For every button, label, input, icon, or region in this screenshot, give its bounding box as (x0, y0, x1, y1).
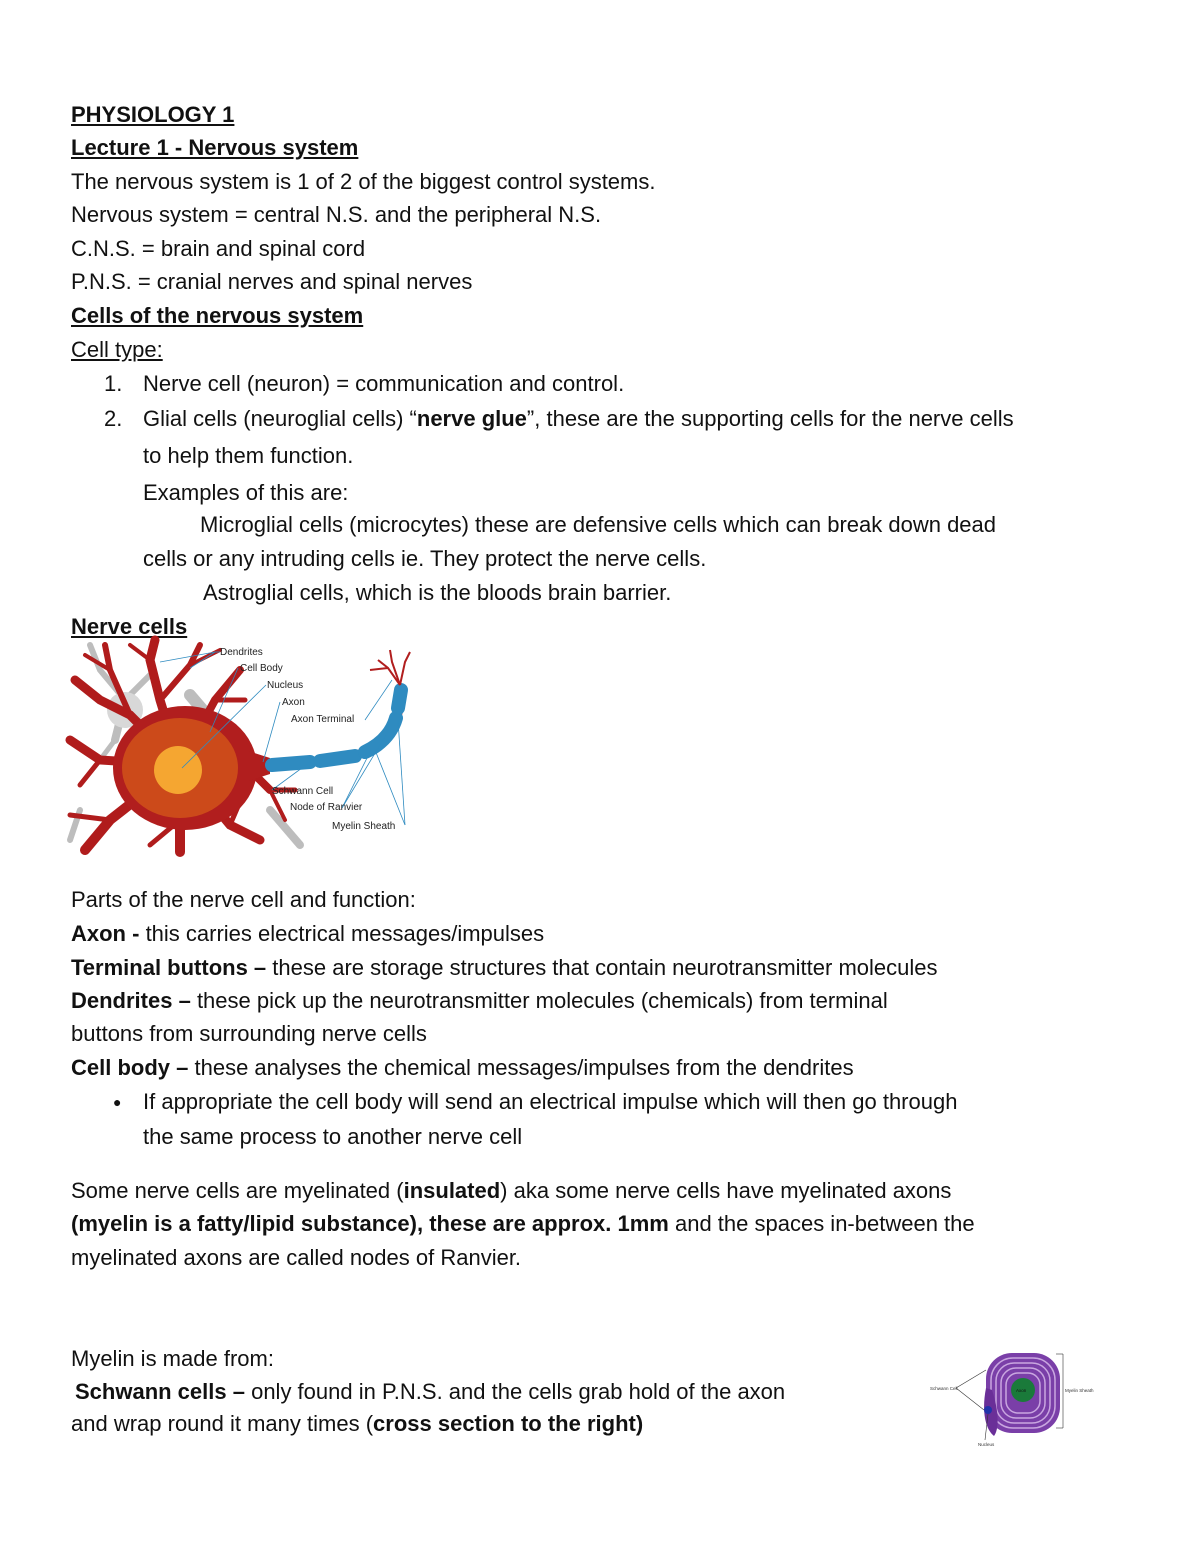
intro-line: C.N.S. = brain and spinal cord (71, 236, 366, 261)
microglial-line: cells or any intruding cells ie. They protect the nerve cells. (143, 546, 707, 571)
cells-heading: Cells of the nervous system (71, 303, 364, 328)
axon-terminal (370, 650, 410, 685)
intro-line: The nervous system is 1 of 2 of the biggest control systems. (71, 169, 656, 194)
nerve-cells-heading: Nerve cells (71, 614, 188, 639)
bullet-icon: ● (113, 1094, 122, 1110)
schwann-line-cont: and wrap round it many times (cross section to the right) (71, 1411, 644, 1436)
bullet-text-cont: the same process to another nerve cell (143, 1124, 523, 1149)
part-axon: Axon - this carries electrical messages/impulses (71, 921, 545, 946)
part-dendrites-cont: buttons from surrounding nerve cells (71, 1021, 427, 1046)
label-cell-body: Cell Body (240, 663, 283, 674)
label-nucleus: Nucleus (978, 1442, 995, 1447)
list-item: Nerve cell (neuron) = communication and control. (143, 371, 625, 396)
bullet-text: If appropriate the cell body will send an electrical impulse which will then go through (143, 1089, 958, 1114)
label-myelin-sheath: Myelin Sheath (332, 821, 396, 832)
myelin-made-from: Myelin is made from: (71, 1346, 274, 1371)
label-axon: Axon (282, 697, 305, 708)
label-axon: Axon (1016, 1388, 1027, 1393)
part-cell-body: Cell body – these analyses the chemical messages/impulses from the dendrites (71, 1055, 854, 1080)
intro-line: Nervous system = central N.S. and the peripheral N.S. (71, 202, 602, 227)
myelin-paragraph-line: myelinated axons are called nodes of Ranvier. (71, 1245, 522, 1270)
list-item: Glial cells (neuroglial cells) “nerve glue”, these are the supporting cells for the nerve cells (143, 406, 1014, 431)
myelin-paragraph-line: (myelin is a fatty/lipid substance), these are approx. 1mm and the spaces in-between the (71, 1211, 975, 1236)
label-myelin-sheath: Myelin Sheath (1065, 1388, 1094, 1393)
cell-type-label: Cell type: (71, 337, 163, 362)
schwann-nucleus (984, 1406, 992, 1414)
part-dendrites: Dendrites – these pick up the neurotransmitter molecules (chemicals) from terminal (71, 988, 888, 1013)
neuron-diagram (70, 640, 415, 852)
label-axon-terminal: Axon Terminal (291, 714, 355, 725)
nucleus (154, 746, 202, 794)
astroglial-line: Astroglial cells, which is the bloods brain barrier. (203, 580, 672, 605)
lecture-heading: Lecture 1 - Nervous system (71, 135, 359, 160)
list-item-cont: to help them function. (143, 443, 354, 468)
list-number: 1. (104, 371, 123, 396)
examples-label: Examples of this are: (143, 480, 349, 505)
microglial-line: Microglial cells (microcytes) these are defensive cells which can break down dead (200, 512, 997, 537)
label-schwann-cell: Schwann Cell (272, 786, 334, 797)
label-nucleus: Nucleus (267, 680, 304, 691)
schwann-line: Schwann cells – only found in P.N.S. and the cells grab hold of the axon (75, 1379, 786, 1404)
myelin-paragraph-line: Some nerve cells are myelinated (insulated) aka some nerve cells have myelinated axons (71, 1178, 952, 1203)
parts-heading: Parts of the nerve cell and function: (71, 887, 416, 912)
label-schwann-cell: Schwann Cell (930, 1386, 958, 1391)
label-dendrites: Dendrites (220, 647, 263, 658)
myelin-cross-section-diagram (928, 1348, 1094, 1448)
list-number: 2. (104, 406, 123, 431)
label-node-of-ranvier: Node of Ranvier (290, 802, 363, 813)
part-terminal-buttons: Terminal buttons – these are storage structures that contain neurotransmitter molecules (71, 955, 938, 980)
intro-line: P.N.S. = cranial nerves and spinal nerves (71, 269, 473, 294)
doc-title: PHYSIOLOGY 1 (71, 102, 235, 127)
